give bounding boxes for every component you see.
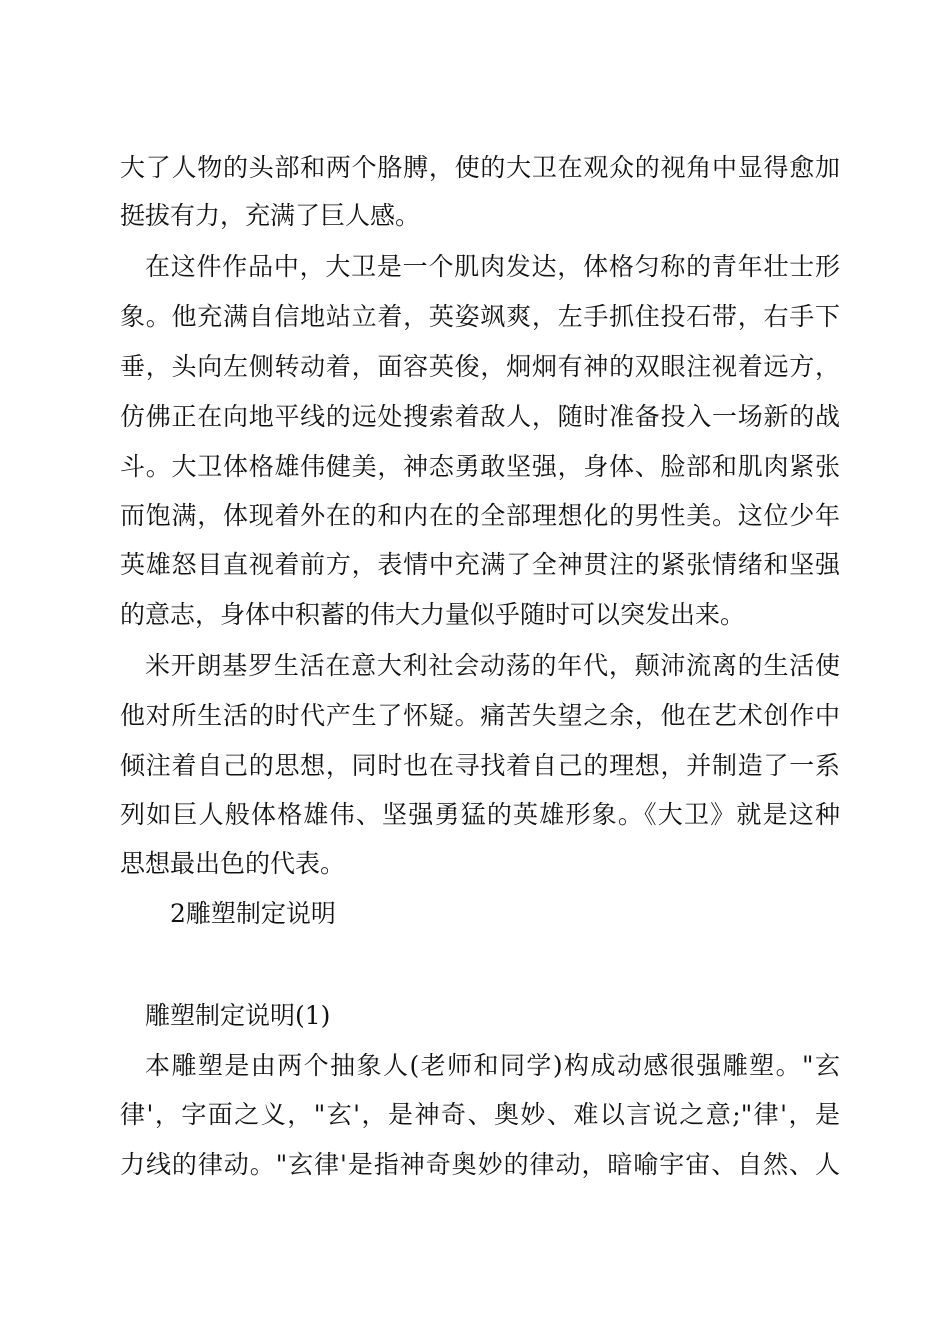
paragraph-line-8: 而饱满，体现着外在的和内在的全部理想化的男性美。这位少年 [120, 501, 840, 530]
paragraph-line-15: 思想最出色的代表。 [120, 849, 346, 878]
paragraph-line-14: 列如巨人般体格雄伟、坚强勇猛的英雄形象。《大卫》就是这种 [120, 800, 840, 829]
paragraph-line-6: 仿佛正在向地平线的远处搜索着敌人，随时准备投入一场新的战 [120, 402, 840, 431]
paragraph-line-10: 的意志，身体中积蓄的伟大力量似乎随时可以突发出来。 [120, 600, 746, 629]
paragraph-line-18: 本雕塑是由两个抽象人(老师和同学)构成动感很强雕塑。"玄 [145, 1051, 840, 1080]
paragraph-line-9: 英雄怒目直视着前方，表情中充满了全神贯注的紧张情绪和坚强 [120, 550, 840, 579]
paragraph-line-11: 米开朗基罗生活在意大利社会动荡的年代，颠沛流离的生活使 [145, 651, 840, 680]
paragraph-line-7: 斗。大卫体格雄伟健美，神态勇敢坚强，身体、脸部和肌肉紧张 [120, 452, 840, 481]
paragraph-line-2: 挺拔有力，充满了巨人感。 [120, 201, 421, 230]
subsection-heading: 雕塑制定说明(1) [145, 1001, 331, 1030]
paragraph-line-12: 他对所生活的时代产生了怀疑。痛苦失望之余，他在艺术创作中 [120, 701, 840, 730]
paragraph-line-5: 垂，头向左侧转动着，面容英俊，炯炯有神的双眼注视着远方， [120, 352, 840, 381]
paragraph-line-19: 律'，字面之义，"玄'，是神奇、奥妙、难以言说之意;"律'，是 [120, 1100, 840, 1129]
paragraph-line-20: 力线的律动。"玄律'是指神奇奥妙的律动，暗喻宇宙、自然、人 [120, 1150, 840, 1179]
paragraph-line-3: 在这件作品中，大卫是一个肌肉发达，体格匀称的青年壮士形 [145, 252, 840, 281]
section-heading: 2雕塑制定说明 [170, 899, 336, 928]
paragraph-line-1: 大了人物的头部和两个胳膊，使的大卫在观众的视角中显得愈加 [120, 153, 840, 182]
paragraph-line-4: 象。他充满自信地站立着，英姿飒爽，左手抓住投石带，右手下 [120, 302, 840, 331]
paragraph-line-13: 倾注着自己的思想，同时也在寻找着自己的理想，并制造了一系 [120, 751, 840, 780]
